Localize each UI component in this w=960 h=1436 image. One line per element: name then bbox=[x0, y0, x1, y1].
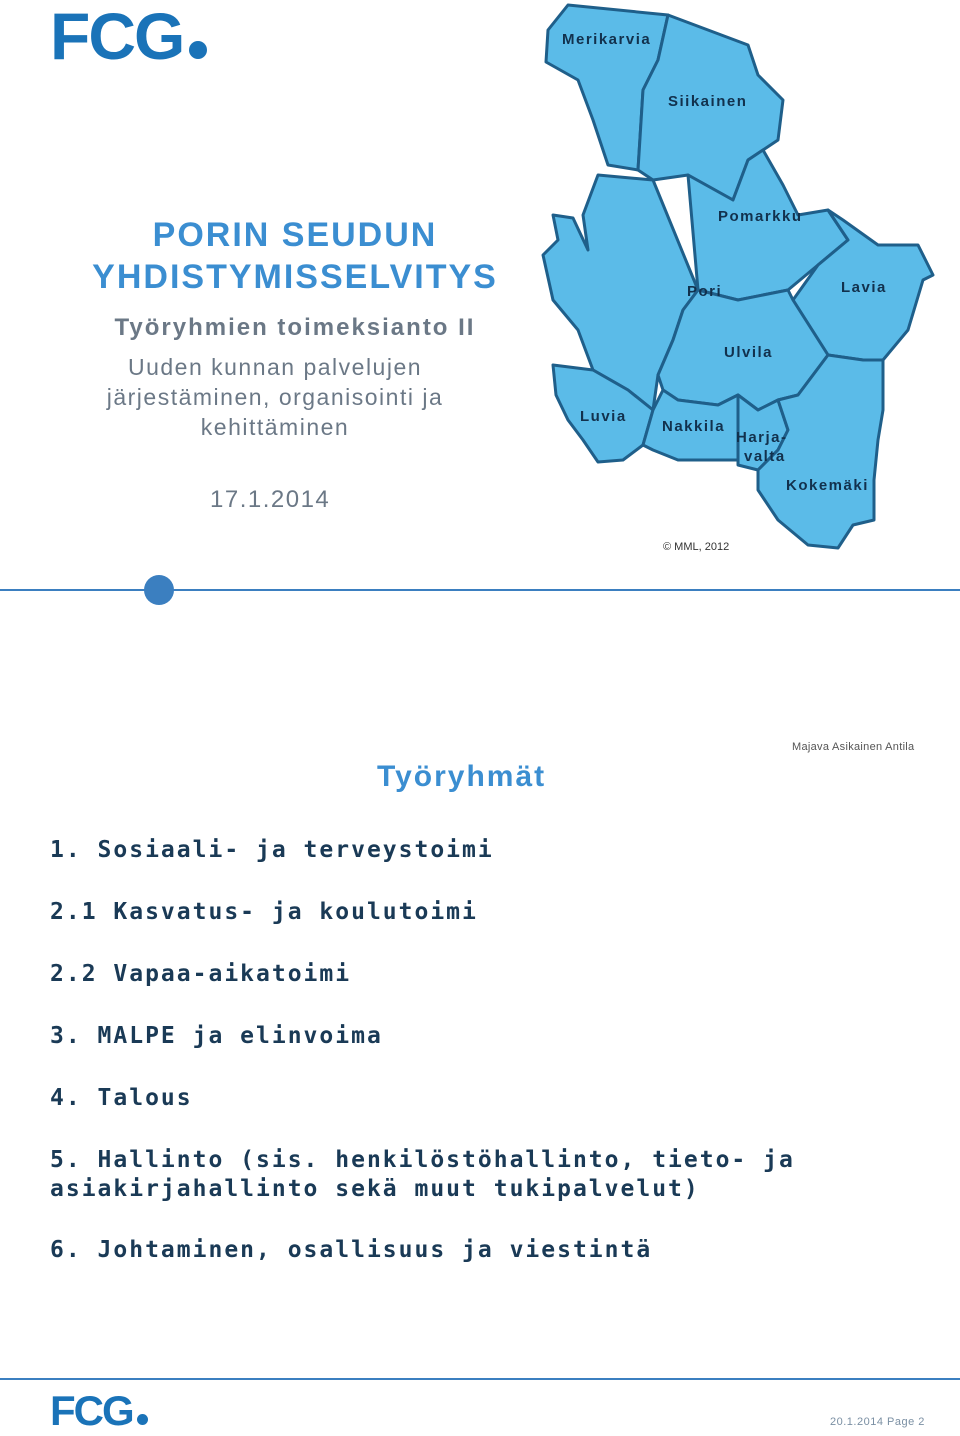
footer-fcg-logo bbox=[50, 1388, 148, 1434]
map-label-nakkila: Nakkila bbox=[662, 418, 726, 435]
list-item: 4. Talous bbox=[50, 1085, 193, 1111]
fcg-logo bbox=[50, 0, 207, 72]
list-item: 2.2 Vapaa-aikatoimi bbox=[50, 961, 352, 987]
map-label-siikainen: Siikainen bbox=[668, 93, 748, 110]
list-item: 5. Hallinto (sis. henkilöstöhallinto, tieto- ja asiakirjahallinto sekä muut tukipalvelut) bbox=[50, 1147, 795, 1202]
page-info: 20.1.2014 Page 2 bbox=[830, 1416, 925, 1428]
map-label-luvia: Luvia bbox=[580, 408, 627, 425]
cover-date: 17.1.2014 bbox=[210, 486, 331, 513]
region-map bbox=[538, 0, 942, 560]
cover-title-line2: YHDISTYMISSELVITYS bbox=[92, 258, 498, 296]
list-item: 6. Johtaminen, osallisuus ja viestintä bbox=[50, 1237, 653, 1263]
map-label-pori: Pori bbox=[687, 283, 723, 300]
list-item: 2.1 Kasvatus- ja koulutoimi bbox=[50, 899, 478, 925]
logo-text: FCG bbox=[50, 0, 184, 73]
cover-description: Uuden kunnan palvelujen järjestäminen, organisointi ja kehittäminen bbox=[106, 354, 444, 440]
map-label-harjavalta-1: Harja- bbox=[736, 429, 788, 446]
footer-logo-text: FCG bbox=[50, 1387, 133, 1434]
cover-title-line1: PORIN SEUDUN bbox=[152, 216, 438, 254]
list-item: 1. Sosiaali- ja terveystoimi bbox=[50, 837, 494, 863]
divider-dot-icon bbox=[144, 575, 174, 605]
logo-dot-icon bbox=[189, 41, 207, 59]
map-label-kokemaki: Kokemäki bbox=[786, 477, 869, 494]
section-title: Työryhmät bbox=[377, 760, 547, 793]
footer-logo-dot-icon bbox=[137, 1414, 148, 1425]
footer-divider bbox=[0, 1378, 960, 1380]
authors: Majava Asikainen Antila bbox=[792, 741, 915, 753]
map-label-merikarvia: Merikarvia bbox=[562, 31, 652, 48]
map-label-harjavalta-2: valta bbox=[744, 448, 786, 465]
map-copyright: © MML, 2012 bbox=[663, 541, 730, 553]
map-label-ulvila: Ulvila bbox=[724, 344, 774, 361]
cover-subtitle: Työryhmien toimeksianto II bbox=[114, 314, 476, 341]
list-item: 3. MALPE ja elinvoima bbox=[50, 1023, 383, 1049]
map-label-pomarkku: Pomarkku bbox=[718, 208, 803, 225]
map-label-lavia: Lavia bbox=[841, 279, 887, 296]
